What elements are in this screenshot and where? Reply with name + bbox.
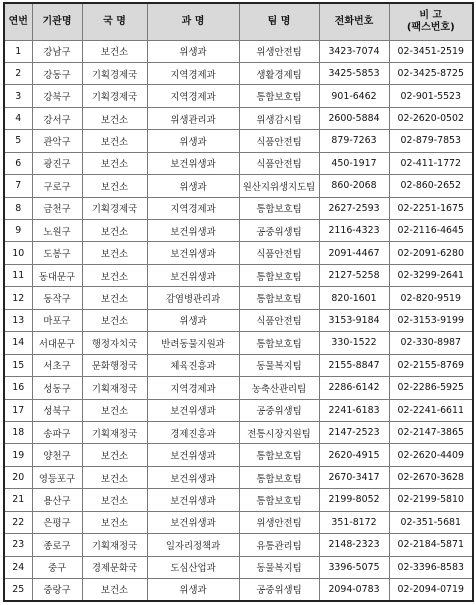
cell-division: 보건위생과: [147, 489, 239, 511]
cell-division: 보건위생과: [147, 511, 239, 533]
cell-division: 보건위생과: [147, 220, 239, 242]
cell-no: 4: [4, 107, 32, 129]
cell-team: 통합보호팀: [239, 287, 319, 309]
cell-org: 종로구: [32, 534, 82, 556]
cell-division: 보건위생과: [147, 242, 239, 264]
cell-no: 19: [4, 444, 32, 466]
header-note: [389, 3, 473, 40]
cell-fax: 02-3451-2519: [389, 40, 473, 62]
cell-team: 통합보호팀: [239, 466, 319, 488]
cell-division: 감염병관리과: [147, 287, 239, 309]
cell-bureau: 보건소: [82, 242, 147, 264]
cell-org: 노원구: [32, 220, 82, 242]
cell-bureau: 보건소: [82, 175, 147, 197]
cell-no: 9: [4, 220, 32, 242]
cell-bureau: 보건소: [82, 220, 147, 242]
cell-bureau: 기획경제국: [82, 62, 147, 84]
cell-bureau: 보건소: [82, 152, 147, 174]
table-row: [4, 62, 473, 84]
cell-division: 경제진흥과: [147, 421, 239, 443]
cell-no: 5: [4, 130, 32, 152]
cell-no: 17: [4, 399, 32, 421]
cell-bureau: 보건소: [82, 40, 147, 62]
cell-fax: 02-330-8987: [389, 332, 473, 354]
table-row: [4, 220, 473, 242]
cell-bureau: 기획경제국: [82, 85, 147, 107]
cell-division: 지역경제과: [147, 85, 239, 107]
cell-team: 공중위생팀: [239, 579, 319, 601]
cell-team: 유통관리팀: [239, 534, 319, 556]
cell-phone: 901-6462: [319, 85, 389, 107]
cell-fax: 02-2241-6611: [389, 399, 473, 421]
table-row: [4, 152, 473, 174]
cell-division: 위생관리과: [147, 107, 239, 129]
cell-fax: 02-351-5681: [389, 511, 473, 533]
header-row: [4, 3, 473, 40]
table-row: [4, 287, 473, 309]
cell-org: 강서구: [32, 107, 82, 129]
cell-no: 16: [4, 377, 32, 399]
cell-phone: 2091-4467: [319, 242, 389, 264]
cell-fax: 02-2155-8769: [389, 354, 473, 376]
header-phone: 전화번호: [319, 3, 389, 40]
cell-team: 공중위생팀: [239, 220, 319, 242]
cell-division: 위생과: [147, 130, 239, 152]
cell-team: 농축산관리팀: [239, 377, 319, 399]
cell-org: 동대문구: [32, 264, 82, 286]
cell-fax: 02-2094-0719: [389, 579, 473, 601]
cell-division: 지역경제과: [147, 197, 239, 219]
cell-org: 강남구: [32, 40, 82, 62]
cell-no: 18: [4, 421, 32, 443]
cell-no: 20: [4, 466, 32, 488]
cell-org: 중구: [32, 556, 82, 578]
table-row: [4, 130, 473, 152]
table-row: [4, 421, 473, 443]
cell-division: 도심산업과: [147, 556, 239, 578]
table-row: [4, 175, 473, 197]
cell-org: 용산구: [32, 489, 82, 511]
cell-team: 통합보호팀: [239, 444, 319, 466]
cell-phone: 330-1522: [319, 332, 389, 354]
cell-phone: 351-8172: [319, 511, 389, 533]
cell-org: 구로구: [32, 175, 82, 197]
cell-fax: 02-2184-5871: [389, 534, 473, 556]
header-bureau: 국 명: [82, 3, 147, 40]
cell-org: 양천구: [32, 444, 82, 466]
cell-no: 8: [4, 197, 32, 219]
cell-phone: 2155-8847: [319, 354, 389, 376]
cell-bureau: 보건소: [82, 130, 147, 152]
cell-phone: 3396-5075: [319, 556, 389, 578]
cell-bureau: 문화행정국: [82, 354, 147, 376]
cell-fax: 02-3153-9199: [389, 309, 473, 331]
cell-org: 강동구: [32, 62, 82, 84]
table-row: [4, 579, 473, 601]
cell-team: 식품안전팀: [239, 242, 319, 264]
cell-bureau: 보건소: [82, 287, 147, 309]
cell-phone: 2127-5258: [319, 264, 389, 286]
cell-bureau: 보건소: [82, 511, 147, 533]
cell-fax: 02-879-7853: [389, 130, 473, 152]
cell-team: 위생안전팀: [239, 40, 319, 62]
header-team: 팀 명: [239, 3, 319, 40]
cell-team: 통합보호팀: [239, 332, 319, 354]
cell-fax: 02-820-9519: [389, 287, 473, 309]
header-org: 기관명: [32, 3, 82, 40]
table-row: [4, 444, 473, 466]
table-row: [4, 107, 473, 129]
cell-bureau: 보건소: [82, 444, 147, 466]
header-division: 과 명: [147, 3, 239, 40]
cell-org: 마포구: [32, 309, 82, 331]
cell-org: 광진구: [32, 152, 82, 174]
district-contact-table: [3, 2, 474, 602]
cell-no: 13: [4, 309, 32, 331]
cell-fax: 02-3396-8583: [389, 556, 473, 578]
cell-bureau: 기획재정국: [82, 377, 147, 399]
cell-phone: 2670-3417: [319, 466, 389, 488]
cell-phone: 2148-2323: [319, 534, 389, 556]
cell-org: 도봉구: [32, 242, 82, 264]
table-row: [4, 377, 473, 399]
cell-team: 원산지위생지도팀: [239, 175, 319, 197]
cell-org: 동작구: [32, 287, 82, 309]
cell-division: 위생과: [147, 309, 239, 331]
cell-bureau: 행정자치국: [82, 332, 147, 354]
cell-no: 23: [4, 534, 32, 556]
cell-fax: 02-2091-6280: [389, 242, 473, 264]
header-no: 연번: [4, 3, 32, 40]
cell-division: 반려동물지원과: [147, 332, 239, 354]
cell-fax: 02-3425-8725: [389, 62, 473, 84]
cell-org: 송파구: [32, 421, 82, 443]
cell-team: 전통시장지원팀: [239, 421, 319, 443]
cell-division: 보건위생과: [147, 264, 239, 286]
cell-phone: 2620-4915: [319, 444, 389, 466]
table-row: [4, 85, 473, 107]
cell-fax: 02-901-5523: [389, 85, 473, 107]
cell-fax: 02-3299-2641: [389, 264, 473, 286]
cell-division: 일자리정책과: [147, 534, 239, 556]
cell-org: 관악구: [32, 130, 82, 152]
cell-bureau: 보건소: [82, 466, 147, 488]
cell-org: 성북구: [32, 399, 82, 421]
cell-phone: 2116-4323: [319, 220, 389, 242]
cell-fax: 02-2620-4409: [389, 444, 473, 466]
cell-phone: 450-1917: [319, 152, 389, 174]
table-row: [4, 197, 473, 219]
cell-division: 위생과: [147, 579, 239, 601]
cell-team: 식품안전팀: [239, 152, 319, 174]
cell-fax: 02-2199-5810: [389, 489, 473, 511]
table-row: [4, 399, 473, 421]
cell-phone: 3423-7074: [319, 40, 389, 62]
table-row: [4, 556, 473, 578]
header-note-line2: (팩스번호): [406, 21, 455, 33]
cell-team: 생활경제팀: [239, 62, 319, 84]
cell-team: 식품안전팀: [239, 309, 319, 331]
cell-phone: 2627-2593: [319, 197, 389, 219]
cell-division: 지역경제과: [147, 377, 239, 399]
cell-team: 통합보호팀: [239, 264, 319, 286]
cell-division: 보건위생과: [147, 466, 239, 488]
cell-bureau: 보건소: [82, 489, 147, 511]
cell-org: 성동구: [32, 377, 82, 399]
cell-org: 서대문구: [32, 332, 82, 354]
table-row: [4, 466, 473, 488]
cell-no: 7: [4, 175, 32, 197]
table-row: [4, 489, 473, 511]
contact-table-container: [3, 2, 472, 602]
cell-bureau: 기획재정국: [82, 421, 147, 443]
cell-no: 21: [4, 489, 32, 511]
cell-fax: 02-860-2652: [389, 175, 473, 197]
cell-phone: 820-1601: [319, 287, 389, 309]
table-row: [4, 242, 473, 264]
cell-team: 동물복지팀: [239, 556, 319, 578]
cell-division: 보건위생과: [147, 444, 239, 466]
cell-bureau: 기획재정국: [82, 534, 147, 556]
cell-phone: 860-2068: [319, 175, 389, 197]
cell-no: 10: [4, 242, 32, 264]
cell-bureau: 보건소: [82, 579, 147, 601]
cell-team: 위생안전팀: [239, 511, 319, 533]
cell-phone: 2286-6142: [319, 377, 389, 399]
cell-fax: 02-411-1772: [389, 152, 473, 174]
cell-division: 위생과: [147, 175, 239, 197]
cell-division: 보건위생과: [147, 152, 239, 174]
cell-phone: 2147-2523: [319, 421, 389, 443]
cell-team: 위생감시팀: [239, 107, 319, 129]
cell-bureau: 경제문화국: [82, 556, 147, 578]
table-row: [4, 511, 473, 533]
cell-team: 통합보호팀: [239, 197, 319, 219]
cell-no: 6: [4, 152, 32, 174]
cell-bureau: 보건소: [82, 264, 147, 286]
cell-phone: 879-7263: [319, 130, 389, 152]
cell-org: 영등포구: [32, 466, 82, 488]
cell-bureau: 기획경제국: [82, 197, 147, 219]
cell-org: 중랑구: [32, 579, 82, 601]
cell-no: 3: [4, 85, 32, 107]
cell-fax: 02-2116-4645: [389, 220, 473, 242]
table-row: [4, 332, 473, 354]
cell-no: 12: [4, 287, 32, 309]
cell-no: 14: [4, 332, 32, 354]
cell-phone: 2600-5884: [319, 107, 389, 129]
cell-no: 25: [4, 579, 32, 601]
cell-team: 통합보호팀: [239, 489, 319, 511]
cell-fax: 02-2251-1675: [389, 197, 473, 219]
table-row: [4, 534, 473, 556]
cell-division: 지역경제과: [147, 62, 239, 84]
cell-fax: 02-2147-3865: [389, 421, 473, 443]
table-row: [4, 40, 473, 62]
cell-phone: 2199-8052: [319, 489, 389, 511]
cell-division: 보건위생과: [147, 399, 239, 421]
cell-no: 24: [4, 556, 32, 578]
table-body: [4, 40, 473, 601]
cell-bureau: 보건소: [82, 309, 147, 331]
cell-bureau: 보건소: [82, 107, 147, 129]
cell-no: 22: [4, 511, 32, 533]
cell-phone: 2241-6183: [319, 399, 389, 421]
header-note-line1: 비 고: [419, 9, 443, 21]
table-row: [4, 309, 473, 331]
cell-team: 식품안전팀: [239, 130, 319, 152]
cell-division: 체육진흥과: [147, 354, 239, 376]
cell-no: 2: [4, 62, 32, 84]
cell-no: 1: [4, 40, 32, 62]
cell-phone: 3153-9184: [319, 309, 389, 331]
cell-division: 위생과: [147, 40, 239, 62]
cell-team: 동물복지팀: [239, 354, 319, 376]
cell-fax: 02-2620-0502: [389, 107, 473, 129]
cell-team: 공중위생팀: [239, 399, 319, 421]
cell-fax: 02-2670-3628: [389, 466, 473, 488]
cell-org: 서초구: [32, 354, 82, 376]
cell-phone: 2094-0783: [319, 579, 389, 601]
cell-no: 15: [4, 354, 32, 376]
cell-phone: 3425-5853: [319, 62, 389, 84]
cell-bureau: 보건소: [82, 399, 147, 421]
cell-fax: 02-2286-5925: [389, 377, 473, 399]
cell-no: 11: [4, 264, 32, 286]
table-row: [4, 354, 473, 376]
cell-org: 금천구: [32, 197, 82, 219]
cell-org: 은평구: [32, 511, 82, 533]
table-row: [4, 264, 473, 286]
cell-team: 통합보호팀: [239, 85, 319, 107]
cell-org: 강북구: [32, 85, 82, 107]
